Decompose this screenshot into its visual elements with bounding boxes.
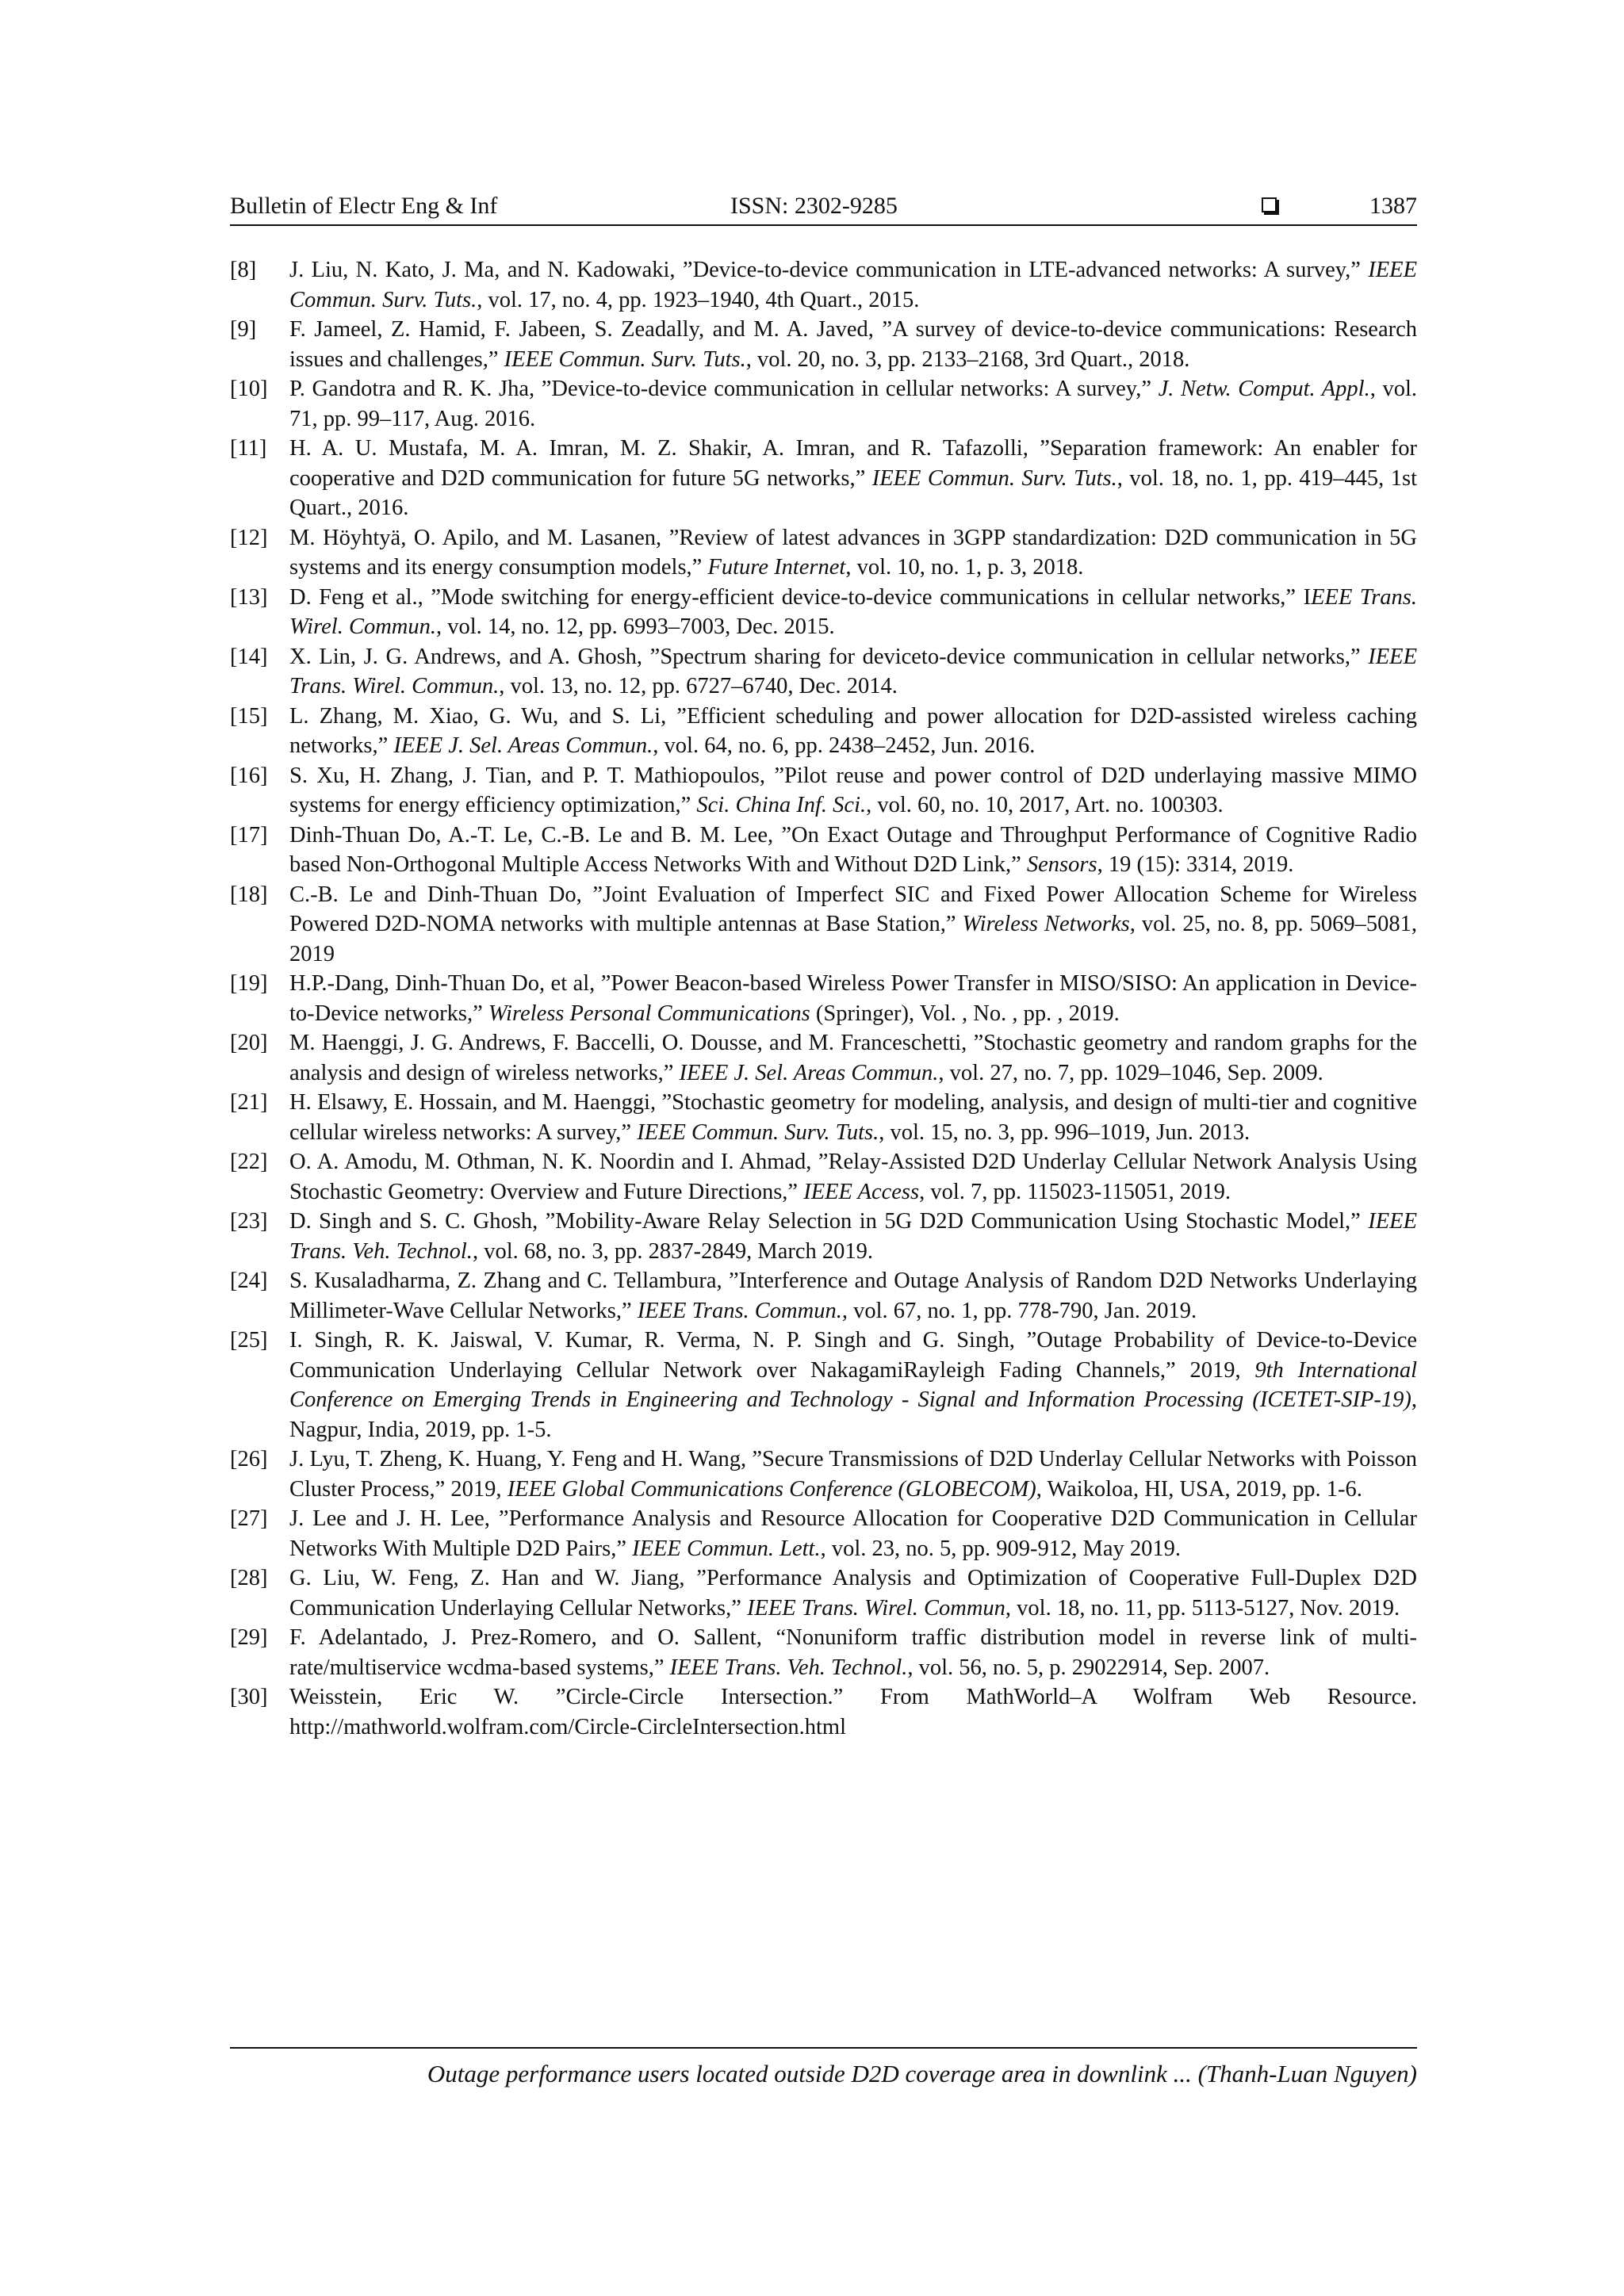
reference-details: , vol. 56, no. 5, p. 29022914, Sep. 2007. [907,1655,1270,1680]
reference-venue: EEE Trans. Wirel. Commun. [289,584,1417,639]
reference-venue: IEEE J. Sel. Areas Commun. [393,733,653,758]
reference-text: H. Elsawy, E. Hossain, and M. Haenggi, ”Stochastic geometry for modeling, analysis, and design of multi-tier and cognitive cellular wireless networks: A survey,” [289,1090,1417,1145]
reference-item [230,315,1417,374]
reference-details: , vol. 20, no. 3, pp. 2133–2168, 3rd Quart., 2018. [745,346,1190,372]
reference-details: , Nagpur, India, 2019, pp. 1-5. [289,1387,1417,1442]
reference-number: [9] [230,317,257,342]
reference-number: [11] [230,436,267,461]
reference-details: , vol. 67, no. 1, pp. 778-790, Jan. 2019. [841,1298,1197,1323]
reference-item [230,1326,1417,1445]
reference-list [230,255,1417,1742]
reference-item [230,1623,1417,1682]
reference-item [230,1088,1417,1147]
reference-venue: 9th International Conference on Emerging Trends in Engineering and Technology - Signal and Information Processing (ICETET-SIP-19) [289,1357,1417,1412]
reference-number: [16] [230,763,268,788]
reference-text: Weisstein, Eric W. ”Circle-Circle Intersection.” From MathWorld–A Wolfram Web Resource. http://mathworld.wolfram.com/Circle-CircleIntersection.html [289,1685,1417,1739]
reference-item [230,1028,1417,1088]
reference-number: [17] [230,822,268,848]
reference-number: [19] [230,971,268,996]
reference-item [230,374,1417,434]
reference-details: , vol. 17, no. 4, pp. 1923–1940, 4th Quart., 2015. [477,287,920,312]
header-rule [230,224,1417,226]
reference-item [230,821,1417,880]
reference-details: , 19 (15): 3314, 2019. [1097,852,1294,877]
reference-number: [23] [230,1209,268,1234]
reference-venue: Sci. China Inf. Sci. [696,793,867,817]
reference-text: C.-B. Le and Dinh-Thuan Do, ”Joint Evaluation of Imperfect SIC and Fixed Power Allocation Scheme for Wireless Powered D2D-NOMA networks with multiple antennas at Base Station,” [289,882,1417,936]
reference-text: O. A. Amodu, M. Othman, N. K. Noordin and I. Ahmad, ”Relay-Assisted D2D Underlay Cellular Network Analysis Using Stochastic Geometry: Overview and Future Directions,” [289,1150,1417,1204]
running-footer: Outage performance users located outside D2D coverage area in downlink ... (Thanh-Luan Nguyen) [427,2060,1417,2087]
reference-details: , vol. 14, no. 12, pp. 6993–7003, Dec. 2015. [436,614,835,639]
reference-venue: IEEE Commun. Lett. [632,1536,821,1561]
reference-venue: IEEE Trans. Wirel. Commun. [289,644,1417,698]
reference-details: , vol. 18, no. 1, pp. 419–445, 1st Quart., 2016. [289,465,1417,520]
reference-number: [18] [230,882,268,907]
reference-venue: IEEE Trans. Veh. Technol. [289,1209,1417,1264]
reference-text: I. Singh, R. K. Jaiswal, V. Kumar, R. Verma, N. P. Singh and G. Singh, ”Outage Probability of Device-to-Device Communication Underlaying Cellular Network over NakagamiRayleigh Fading Channels,” 2019, [289,1328,1417,1383]
reference-venue: IEEE Trans. Commun. [637,1298,842,1323]
reference-number: [10] [230,377,268,401]
reference-text: M. Haenggi, J. G. Andrews, F. Baccelli, O. Dousse, and M. Franceschetti, ”Stochastic geometry and random graphs for the analysis and design of wireless networks,” [289,1031,1417,1085]
reference-details: , vol. 7, pp. 115023-115051, 2019. [919,1179,1231,1204]
reference-number: [13] [230,584,268,610]
reference-venue: IEEE Commun. Surv. Tuts. [637,1119,879,1145]
reference-details: , vol. 64, no. 6, pp. 2438–2452, Jun. 2016. [653,733,1036,758]
reference-number: [14] [230,644,268,669]
reference-details: , Waikoloa, HI, USA, 2019, pp. 1-6. [1036,1476,1362,1502]
reference-text: H.P.-Dang, Dinh-Thuan Do, et al, ”Power Beacon-based Wireless Power Transfer in MISO/SISO: An application in Device-to-Device networks,” [289,971,1417,1026]
reference-text: F. Adelantado, J. Prez-Romero, and O. Sallent, “Nonuniform traffic distribution model in reverse link of multi-rate/multiservice wcdma-based systems,” [289,1625,1417,1680]
reference-text: S. Xu, H. Zhang, J. Tian, and P. T. Mathiopoulos, ”Pilot reuse and power control of D2D underlaying massive MIMO systems for energy efficiency optimization,” [289,763,1417,817]
reference-venue: IEEE Access [803,1179,920,1204]
reference-text: Dinh-Thuan Do, A.-T. Le, C.-B. Le and B. M. Lee, ”On Exact Outage and Throughput Performance of Cognitive Radio based Non-Orthogonal Multiple Access Networks With and Without D2D Link,” [289,822,1417,877]
reference-text: P. Gandotra and R. K. Jha, ”Device-to-device communication in cellular networks: A survey,” [289,377,1159,401]
reference-details: (Springer), Vol. , No. , pp. , 2019. [810,1001,1120,1026]
reference-details: , vol. 68, no. 3, pp. 2837-2849, March 2019. [472,1238,873,1264]
reference-venue: Sensors [1026,852,1097,877]
reference-venue: Future Internet [707,555,846,580]
reference-text: F. Jameel, Z. Hamid, F. Jabeen, S. Zeadally, and M. A. Javed, ”A survey of device-to-device communications: Research issues and challenges,” [289,317,1417,372]
reference-item [230,969,1417,1028]
reference-item [230,583,1417,642]
reference-details: , vol. 15, no. 3, pp. 996–1019, Jun. 2013. [879,1119,1251,1145]
reference-item [230,1445,1417,1504]
reference-number: [28] [230,1566,268,1590]
reference-item [230,434,1417,523]
reference-text: D. Feng et al., ”Mode switching for energy-efficient device-to-device communications in cellular networks,” I [289,584,1312,610]
reference-item [230,1682,1417,1742]
reference-number: [29] [230,1625,268,1650]
reference-item [230,880,1417,970]
reference-text: M. Höyhtyä, O. Apilo, and M. Lasanen, ”Review of latest advances in 3GPP standardization: D2D communication in 5G systems and its energy consumption models,” [289,525,1417,580]
issn-label: ISSN: 2302-9285 [730,193,898,219]
reference-item [230,702,1417,761]
reference-text: J. Lyu, T. Zheng, K. Huang, Y. Feng and H. Wang, ”Secure Transmissions of D2D Underlay Cellular Networks with Poisson Cluster Process,” 2019, [289,1447,1417,1502]
reference-item [230,761,1417,821]
reference-venue: Wireless Personal Communications [488,1001,810,1026]
page-number: 1387 [1369,193,1417,219]
reference-item [230,1266,1417,1326]
reference-details: , vol. 23, no. 5, pp. 909-912, May 2019. [820,1536,1182,1561]
footer-rule [230,2047,1417,2049]
reference-item [230,1207,1417,1266]
reference-item [230,1504,1417,1563]
reference-venue: Wireless Networks [962,912,1130,936]
reference-details: , vol. 71, pp. 99–117, Aug. 2016. [289,377,1417,431]
reference-text: J. Lee and J. H. Lee, ”Performance Analysis and Resource Allocation for Cooperative D2D Communication in Cellular Networks With Multiple D2D Pairs,” [289,1506,1417,1561]
reference-number: [21] [230,1090,268,1115]
reference-number: [22] [230,1150,268,1174]
reference-text: D. Singh and S. C. Ghosh, ”Mobility-Aware Relay Selection in 5G D2D Communication Using Stochastic Model,” [289,1209,1369,1234]
reference-venue: IEEE J. Sel. Areas Commun. [679,1060,939,1085]
reference-venue: J. Netw. Comput. Appl. [1158,377,1370,401]
reference-venue: IEEE Commun. Surv. Tuts. [504,346,746,372]
reference-text: X. Lin, J. G. Andrews, and A. Ghosh, ”Spectrum sharing for deviceto-device communication in cellular networks,” [289,644,1369,669]
reference-details: , vol. 27, no. 7, pp. 1029–1046, Sep. 2009. [938,1060,1323,1085]
reference-item [230,255,1417,315]
reference-venue: IEEE Global Communications Conference (GLOBECOM) [507,1476,1036,1502]
reference-venue: IEEE Trans. Veh. Technol. [669,1655,908,1680]
reference-text: G. Liu, W. Feng, Z. Han and W. Jiang, ”Performance Analysis and Optimization of Cooperative Full-Duplex D2D Communication Underlaying Cellular Networks,” [289,1566,1417,1621]
journal-name: Bulletin of Electr Eng & Inf [230,193,498,219]
reference-venue: IEEE Commun. Surv. Tuts. [871,465,1117,491]
reference-text: H. A. U. Mustafa, M. A. Imran, M. Z. Shakir, A. Imran, and R. Tafazolli, ”Separation framework: An enabler for cooperative and D2D communication for future 5G networks,” [289,436,1417,491]
reference-details: , vol. 18, no. 11, pp. 5113-5127, Nov. 2019. [1005,1595,1400,1621]
reference-text: L. Zhang, M. Xiao, G. Wu, and S. Li, ”Efficient scheduling and power allocation for D2D-assisted wireless caching networks,” [289,703,1417,758]
reference-number: [8] [230,258,257,282]
reference-number: [15] [230,703,268,729]
square-box-icon [1262,197,1277,212]
reference-text: J. Liu, N. Kato, J. Ma, and N. Kadowaki, ”Device-to-device communication in LTE-advanced networks: A survey,” [289,258,1369,282]
reference-item [230,523,1417,583]
reference-item [230,642,1417,702]
reference-item [230,1147,1417,1207]
reference-details: , vol. 25, no. 8, pp. 5069–5081, 2019 [289,912,1417,966]
reference-details: , vol. 13, no. 12, pp. 6727–6740, Dec. 2014. [499,674,898,698]
reference-number: [26] [230,1447,268,1471]
reference-text: S. Kusaladharma, Z. Zhang and C. Tellambura, ”Interference and Outage Analysis of Random D2D Networks Underlaying Millimeter-Wave Cellular Networks,” [289,1269,1417,1323]
reference-details: , vol. 10, no. 1, p. 3, 2018. [845,555,1084,580]
running-header [230,189,1417,224]
reference-number: [20] [230,1031,268,1055]
reference-item [230,1563,1417,1623]
reference-number: [27] [230,1506,268,1531]
reference-number: [30] [230,1685,268,1709]
reference-venue: IEEE Trans. Wirel. Commun [747,1595,1005,1621]
reference-number: [25] [230,1328,268,1353]
reference-number: [24] [230,1269,268,1293]
reference-venue: IEEE Commun. Surv. Tuts. [289,258,1417,312]
reference-details: , vol. 60, no. 10, 2017, Art. no. 100303. [866,793,1224,817]
reference-number: [12] [230,525,268,550]
